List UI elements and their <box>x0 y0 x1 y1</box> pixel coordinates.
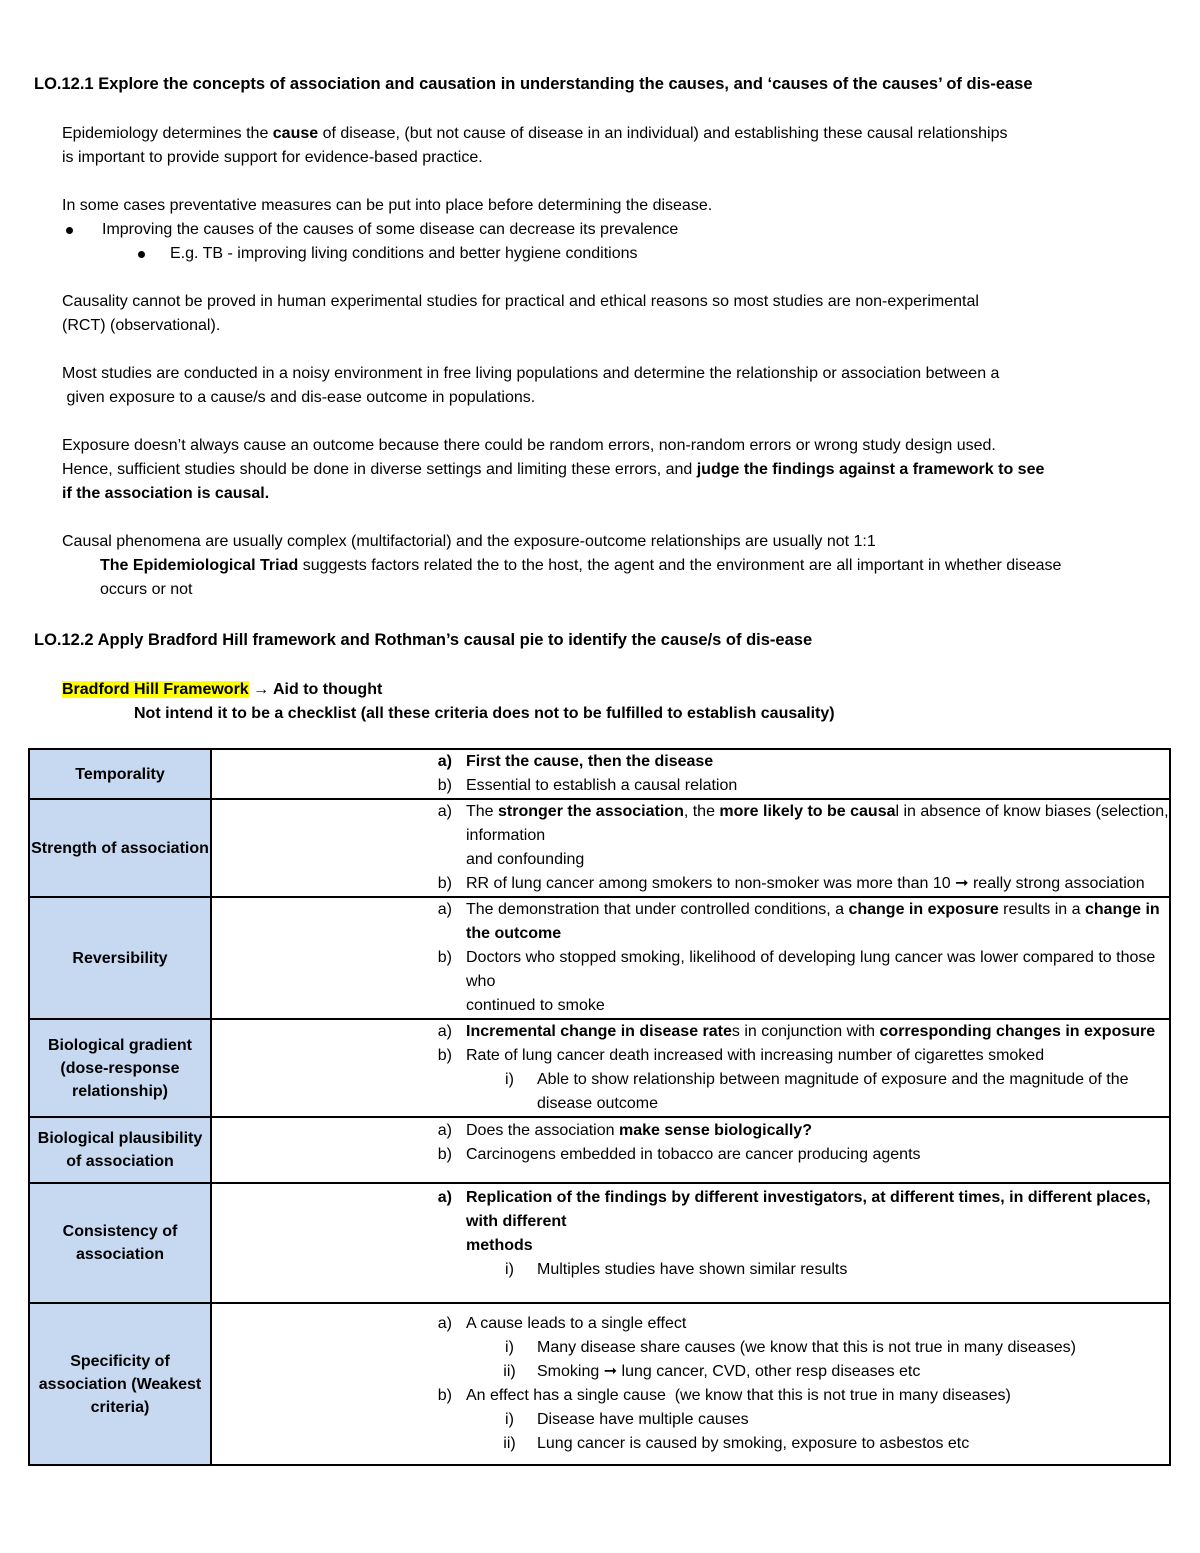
criterion-content: a) The demonstration that under controlled conditions, a change in exposure results in a change in the outcome b) Doctors who stopped smoking, likelihood of developing lung cancer was lower compared to those who continued to smoke <box>211 897 1170 1019</box>
temporality-b: Essential to establish a causal relation <box>466 777 738 794</box>
criterion-temporality: Temporality <box>29 749 211 799</box>
framework-title-suffix: → Aid to thought <box>248 681 383 698</box>
criterion-reversibility: Reversibility <box>29 897 211 1019</box>
criterion-content: a) Incremental change in disease rates in conjunction with corresponding changes in exposure b) Rate of lung cancer death increased with increasing number of cigarettes smoked i) Able to show relationship between magnitude of exposure and the magnitude of the disease outcome <box>211 1019 1170 1117</box>
paragraph-triad <box>100 554 1200 602</box>
bullet-text-2: E.g. TB - improving living conditions and better hygiene conditions <box>170 245 638 262</box>
criterion-content: a) Replication of the findings by different investigators, at different times, in different places, with different methods i) Multiples studies have shown similar results <box>211 1183 1170 1303</box>
p1-text: Epidemiology determines the <box>62 125 273 142</box>
bullet-item-1 <box>66 218 678 242</box>
lo-12-1-heading: LO.12.1 Explore the concepts of association and causation in understanding the causes, and ‘causes of the causes’ of dis-ease <box>34 75 1033 93</box>
table-row <box>29 1303 1170 1465</box>
p1-bold-cause: cause <box>272 125 319 142</box>
criterion-content: a) A cause leads to a single effect i) Many disease share causes (we know that this is not true in many diseases) ii) Smoking ➞ lung cancer, CVD, other resp diseases etc b) An effect has a single cause (we know that this is not true in many diseases) i) Disease have multiple causes ii) Lung cancer is caused by smoking, exposure to asbestos etc <box>211 1303 1170 1465</box>
paragraph-exposure <box>62 434 1182 506</box>
paragraph-epidemiology <box>62 122 1182 170</box>
framework-note: Not intend it to be a checklist (all these criteria does not to be fulfilled to establish causality) <box>134 705 835 722</box>
p5-line1: Exposure doesn’t always cause an outcome because there could be random errors, non-random errors or wrong study design used. <box>62 437 996 454</box>
table-row <box>29 1117 1170 1183</box>
criterion-consistency: Consistency of association <box>29 1183 211 1303</box>
criterion-content: a) Does the association make sense biologically? b) Carcinogens embedded in tobacco are cancer producing agents <box>211 1117 1170 1183</box>
triad-text: suggests factors related the to the host, the agent and the environment are all important in whether disease <box>298 557 1062 574</box>
paragraph-noisy-environment <box>62 362 1182 410</box>
temporality-a: First the cause, then the disease <box>466 753 714 770</box>
p4-line2: given exposure to a cause/s and dis-ease outcome in populations. <box>62 389 536 406</box>
bradford-hill-table <box>28 748 1171 1466</box>
p1-line2: is important to provide support for evidence-based practice. <box>62 149 483 166</box>
triad-bold: The Epidemiological Triad <box>100 557 299 574</box>
p5-line2-bold: judge the findings against a framework to see <box>696 461 1045 478</box>
paragraph-causality <box>62 290 1182 338</box>
framework-title <box>62 678 382 702</box>
p4-line1: Most studies are conducted in a noisy environment in free living populations and determine the relationship or association between a <box>62 365 1000 382</box>
criterion-strength: Strength of association <box>29 799 211 897</box>
p3-line1: Causality cannot be proved in human experimental studies for practical and ethical reasons so most studies are non-experimental <box>62 293 979 310</box>
criterion-specificity: Specificity of association (Weakest criteria) <box>29 1303 211 1465</box>
table-row <box>29 897 1170 1019</box>
table-row <box>29 799 1170 897</box>
table-row <box>29 749 1170 799</box>
bullet-icon <box>66 227 73 234</box>
p5-line2-text: Hence, sufficient studies should be done in diverse settings and limiting these errors, and <box>62 461 697 478</box>
lo-12-2-heading: LO.12.2 Apply Bradford Hill framework and Rothman’s causal pie to identify the cause/s of dis-ease <box>34 631 813 649</box>
criterion-biological-gradient: Biological gradient (dose-response relationship) <box>29 1019 211 1117</box>
criterion-biological-plausibility: Biological plausibility of association <box>29 1117 211 1183</box>
table-row <box>29 1183 1170 1303</box>
triad-line2: occurs or not <box>100 581 193 598</box>
bullet-icon <box>138 251 145 258</box>
paragraph-causal-phenomena: Causal phenomena are usually complex (multifactorial) and the exposure-outcome relationships are usually not 1:1 <box>62 533 876 550</box>
strength-b: RR of lung cancer among smokers to non-smoker was more than 10 ➞ really strong association <box>466 875 1145 892</box>
criterion-content: a) The stronger the association, the more likely to be causal in absence of know biases (selection, information and confounding b) RR of lung cancer among smokers to non-smoker was more than 10 ➞ really strong association <box>211 799 1170 897</box>
p3-line2: (RCT) (observational). <box>62 317 221 334</box>
bullet-text-1: Improving the causes of the causes of some disease can decrease its prevalence <box>102 221 679 238</box>
table-row <box>29 1019 1170 1117</box>
bullet-item-2 <box>138 242 638 266</box>
paragraph-preventative: In some cases preventative measures can be put into place before determining the disease. <box>62 197 713 214</box>
p1-text-rest: of disease, (but not cause of disease in an individual) and establishing these causal relationships <box>318 125 1008 142</box>
p5-line3-bold: if the association is causal. <box>62 485 270 502</box>
criterion-content: a) First the cause, then the disease b) Essential to establish a causal relation <box>211 749 1170 799</box>
framework-title-highlight: Bradford Hill Framework <box>62 681 249 698</box>
